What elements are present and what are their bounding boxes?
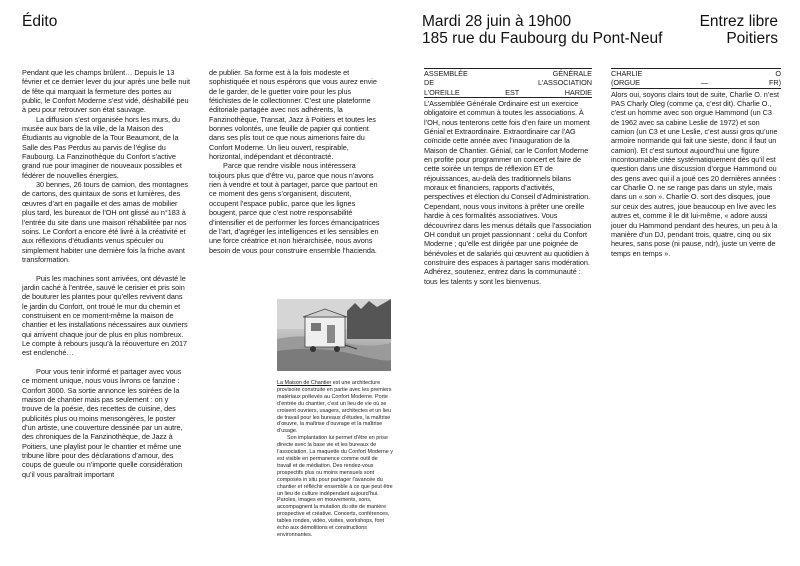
photo-caption <box>277 380 393 539</box>
title-word: GÉNÉRALE <box>552 69 592 78</box>
title-word: L’OREILLE <box>424 87 460 97</box>
title-word: O <box>775 69 781 78</box>
assembly-column <box>424 68 592 286</box>
caption-link: La Maison de Chantier <box>277 380 332 386</box>
title-word: — <box>700 78 709 88</box>
title-word: DE <box>424 78 435 88</box>
charlie-column <box>611 68 781 258</box>
event-address: 185 rue du Faubourg du Pont-Neuf <box>422 30 663 47</box>
edito-paragraph: Pour vous tenir informé et partager avec vous ce moment unique, nous vous livrons ce fanzine : Confort 3000. Sa sortie annonce les soirées de la maison de chantier mais pas seulement : on y trouve de la poésie, des recettes de cuisine, des publicités plus ou moins mensongères, le poster d’un artiste, une couverture dessinée par un autre, des chroniques de la Fanzinothèque, de Jazz à Poitiers, une playlist pour le chantier et même une tribune libre pour des déclarations d’amour, des coups de gueule ou n’importe quelle considération qu’il vous paraîtrait important <box>22 367 183 479</box>
maison-de-chantier-photo <box>277 299 391 371</box>
edito-paragraph: Parce que rendre visible nous intéressera toujours plus que d’être vu, parce que nous n’avons rien à vendre et tout à partager, parce que partout en ce moment des gens s’organisent, discutent, occupent l’espace public, parce que les lignes bougent, parce que c’est notre responsabilité d’intensifier et de performer les forces émancipatrices de l’art, d’agréger les intelligences et les sensibles en une force créatrice et non hiérarchisée, nous avons besoin de vous pour construire ensemble l’hacienda. <box>209 161 380 255</box>
edito-paragraph: 30 bennes, 26 tours de camion, des montagnes de cartons, des quintaux de sons et lumières, des œuvres d’art en pagaille et des amas de mobilier plus tard, les bureaux de l’OH ont glissé au n°183 à l’entrée du site dans une maison réhabilitée par nos soins. Le Confort a encore été livré à la créativité et aux réflexions d’étudiants venus spéculer ou simplement habiter une dernière fois la friche avant transformation. <box>22 180 188 264</box>
title-word: HARDIE <box>564 87 592 97</box>
title-word: FR) <box>768 78 781 88</box>
city-name: Poitiers <box>726 30 778 47</box>
title-word: (ORGUE <box>611 78 640 88</box>
edito-heading: Édito <box>22 13 58 30</box>
assembly-title <box>424 68 592 98</box>
title-word: L’ASSOCIATION <box>538 78 592 88</box>
edito-column-2 <box>209 68 381 255</box>
assembly-body: L’Assemblée Générale Ordinaire est un exercice obligatoire et commun à toutes les associations. À l’OH, nous tenterons cette fois d’en faire un moment Génial et Extraordinaire. Extraordinaire car l’AG coïncide cette année avec l’inauguration de la Maison de Chantier. Génial, car le Confort Moderne en profite pour programmer un concert et faire de cette soirée un temps de réflexion ET de réjouissances, au-delà des traditionnels bilans moraux et financiers, rapports d’activités, perspectives et élection du Conseil d’Administration. Cependant, nous vous invitons à prêter une oreille hardie à ces formalités associatives. Vous découvrirez dans les menus détails que l’association OH conduit un projet passionnant : celui du Confort Moderne ; qu’elle est dirigée par une poignée de bénévoles et de salariés qui œuvrent au quotidien à construire des espaces à partager sans modération. Adhérez, soutenez, entrez dans la communauté : tous les talents y sont les bienvenus. <box>424 99 592 286</box>
edito-column-1 <box>22 68 190 479</box>
edito-paragraph: La diffusion s’est organisée hors les murs, du musée aux bars de la ville, de la Maison des Étudiants au vignoble de la Tour Beaumont, de la Salle des Pas Perdus au parvis de l’église du Faubourg. La Fanzinothèque du Confort s’active grand rue pour imaginer de nouveaux possibles et fédérer de nouvelles énergies. <box>22 114 182 180</box>
charlie-body: Alors oui, soyons clairs tout de suite, Charlie O. n’est PAS Charly Oleg (comme ça, c’est dit). Charlie O., c’est un homme avec son orgue Hammond (un C3 de 1962 avec sa cabine Leslie de 1972) et son camion (un C3 et une Leslie, c’est aussi gros qu’une armoire normande qui fait une sieste, donc il faut un camion). Et c’est surtout aujourd’hui une figure incontournable citée systématiquement dès qu’il est question dans une discussion d’orgue Hammond ou des gens avec qui il a joué ces 20 dernières années : car Charlie O. ne se range pas dans un style, mais dans un « son ». Charlie O. sort des disques, joue sur ceux des autres, joue beaucoup en live avec les autres et, comme il le dit lui-même, « adore aussi jouer du Hammond pendant des heures, un peu à la manière d’un DJ, pendant trois, quatre, cinq ou six heures, sans pose (ni pause, ndr), juste un verre de temps en temps ». <box>611 89 781 258</box>
edito-paragraph: Pendant que les champs brûlent… Depuis le 13 février et ce dernier lever du jour après une belle nuit de fête qui marquait la fermeture des portes au public, le Confort Moderne s’est vidé, déshabillé peu à peu pour retrouver son état sauvage. <box>22 68 190 115</box>
entry-info: Entrez libre <box>699 13 778 30</box>
charlie-title <box>611 68 781 89</box>
title-word: ASSEMBLÉE <box>424 69 468 78</box>
event-date: Mardi 28 juin à 19h00 <box>422 13 572 30</box>
title-word: EST <box>505 87 520 97</box>
caption-text: est une architecture provisoire construite en partie avec les premiers matériaux prélevés au Confort Moderne. Porte d’entrée du chantier, c’est un lieu de vie où se croisent ouvriers, usagers, architectes et un lieu de travail pour les bureaux d’études, la maîtrise d’œuvre, la maîtrise d’ouvrage et la maîtrise d’usage. <box>277 380 392 435</box>
edito-paragraph: de publier. Sa forme est à la fois modeste et sophistiquée et nous espérons que vous aurez envie de le garder, de le guetter voire pour les plus fétichistes de le collectionner. C’est une plateforme éditoriale partagée avec nos adhérents, la Fanzinothèque, Transat, Jazz à Poitiers et toutes les bonnes volontés, une feuille de papier qui contient dans ses plis tout ce que nous aimerions faire du Confort Moderne. Un lieu ouvert, respirable, horizontal, indépendant et décontracté. <box>209 68 377 162</box>
title-word: CHARLIE <box>611 69 643 78</box>
caption-text: Son implantation lui permet d’être en prise directe avec la base vie et les bureaux de l’association. La maquette du Confort Moderne y est visible en permanence comme outil de travail et de médiation. Des rendez-vous prospectifs plus ou moins mensuels sont composés in situ pour partager l’avancée du chantier et réfléchir ensemble à ce que peut être un lieu de culture indépendant aujourd’hui. Paroles, images en mouvements, sons, accompagnent la mutation du site de manière prospective et créative. Concerts, conférences, tables rondes, vidéo, visites, workshops, font écho aux démolitions et constructions environnantes. <box>277 435 393 538</box>
edito-paragraph: Puis les machines sont arrivées, ont dévasté le jardin caché à l’entrée, sauvé le cerisier et pris soin de bouturer les plantes pour qu’elles revivent dans le jardin du Confort, ont troué le mur du chemin et construisent en ce moment-même la maison de chantier et les installations nécessaires aux ouvriers qui arrivent chaque jour de plus en plus nombreux. Le compte à rebours jusqu’à la réouverture en 2017 est enclenché… <box>22 273 188 358</box>
